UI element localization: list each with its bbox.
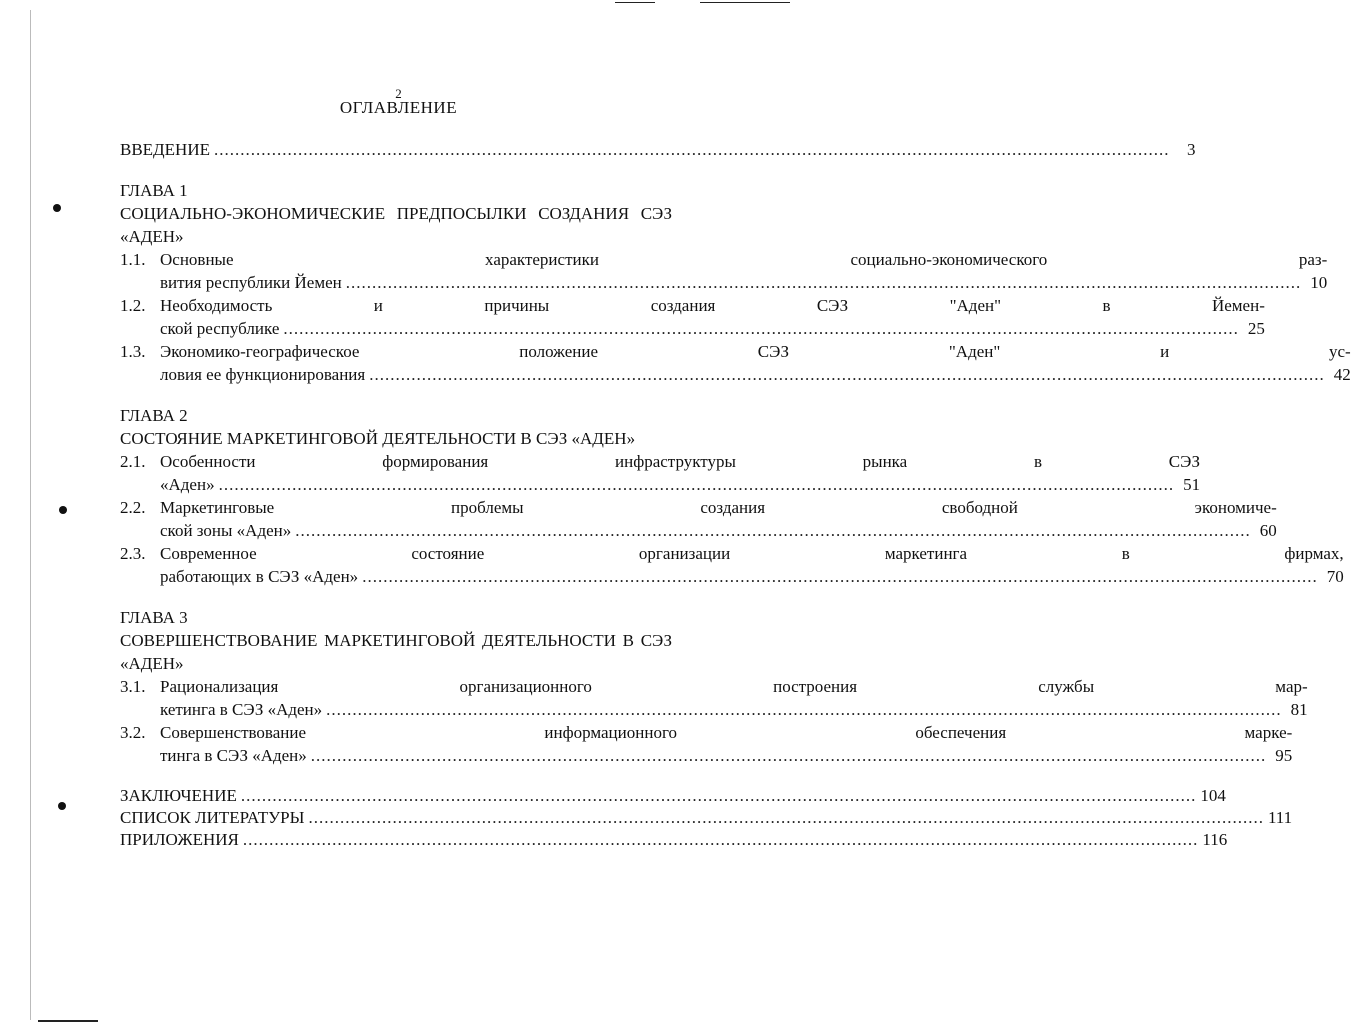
toc-item-number: 3.2. — [120, 723, 146, 742]
toc-item-line1: Современное состояние организации маркетинга в фирмах, — [160, 544, 1344, 563]
dot-leader — [346, 271, 1302, 294]
toc-item-number: 3.1. — [120, 677, 146, 696]
toc-item-line2: ской республике — [160, 319, 280, 338]
toc-back-matter-label: СПИСОК ЛИТЕРАТУРЫ — [120, 808, 305, 827]
toc-back-matter-page: 111 — [1267, 808, 1293, 827]
toc-item-line1: Необходимость и причины создания СЭЗ "Аден" в Йемен- — [160, 296, 1265, 315]
chapters-list — [120, 179, 1351, 767]
toc-item-body — [160, 340, 1351, 386]
toc-item-line2: вития республики Йемен — [160, 273, 342, 292]
toc-item-line2: ской зоны «Аден» — [160, 521, 292, 540]
toc-item-body — [160, 450, 1200, 496]
scan-edge-top-right-1 — [615, 2, 655, 3]
toc-item-page: 51 — [1183, 475, 1201, 494]
toc-item-line1: Экономико-географическое положение СЭЗ "Аден" и ус- — [160, 342, 1351, 361]
punch-hole-mark-1 — [53, 204, 61, 212]
chapter-title: СОСТОЯНИЕ МАРКЕТИНГОВОЙ ДЕЯТЕЛЬНОСТИ В СЭЗ «АДЕН» — [120, 429, 636, 448]
back-matter-list — [120, 785, 1293, 851]
dot-leader — [311, 744, 1267, 767]
dot-leader — [308, 807, 1264, 829]
chapter-heading: ГЛАВА 1 — [120, 181, 188, 200]
toc-item-page: 25 — [1247, 319, 1265, 338]
toc-item-line2-row — [160, 519, 1277, 542]
toc-item — [120, 248, 1328, 294]
toc-item-page: 42 — [1333, 365, 1351, 384]
toc-item — [120, 496, 1277, 542]
toc-item-line2: ловия ее функционирования — [160, 365, 366, 384]
toc-back-matter-label: ЗАКЛЮЧЕНИЕ — [120, 786, 237, 805]
toc-item-number: 1.1. — [120, 250, 146, 269]
dot-leader — [283, 317, 1239, 340]
dot-leader — [362, 565, 1318, 588]
toc-item-number: 2.3. — [120, 544, 146, 563]
toc-item — [120, 340, 1351, 386]
toc-item-number: 1.2. — [120, 296, 146, 315]
toc-item-number: 2.2. — [120, 498, 146, 517]
dot-leader — [241, 785, 1197, 807]
toc-item-body — [160, 721, 1292, 767]
chapter-heading: ГЛАВА 2 — [120, 406, 188, 425]
toc-intro-label: ВВЕДЕНИЕ — [120, 140, 210, 159]
toc-item-body — [160, 248, 1327, 294]
toc-intro-page: 3 — [1186, 140, 1196, 159]
dot-leader — [214, 138, 1170, 161]
scan-edge-left — [30, 10, 31, 1020]
toc-item-page: 70 — [1326, 567, 1344, 586]
toc-item — [120, 542, 1344, 588]
toc-item-line2-row — [160, 317, 1265, 340]
toc-item-line2-row — [160, 698, 1308, 721]
dot-leader — [243, 829, 1199, 851]
toc-item — [120, 721, 1293, 767]
toc-back-matter-row — [120, 807, 1293, 829]
toc-item-body — [160, 675, 1308, 721]
toc-item-line2: «Аден» — [160, 475, 215, 494]
toc-item-line1: Особенности формирования инфраструктуры рынка в СЭЗ — [160, 452, 1201, 471]
toc-item-line2: кетинга в СЭЗ «Аден» — [160, 700, 323, 719]
dot-leader — [295, 519, 1251, 542]
toc-item-number: 1.3. — [120, 342, 146, 361]
toc-intro — [120, 138, 1196, 161]
toc-item-line2: работающих в СЭЗ «Аден» — [160, 567, 359, 586]
toc-item — [120, 450, 1201, 496]
toc-back-matter-row — [120, 785, 1226, 807]
toc-item-line2-row — [160, 744, 1292, 767]
dot-leader — [326, 698, 1282, 721]
page-title: ОГЛАВЛЕНИЕ — [339, 98, 458, 117]
toc-item-line2: тинга в СЭЗ «Аден» — [160, 746, 307, 765]
toc-item-page: 95 — [1275, 746, 1293, 765]
page-number: 2 — [395, 86, 402, 101]
toc-back-matter-page: 116 — [1202, 830, 1228, 849]
toc-back-matter-row — [120, 829, 1228, 851]
chapter-title: СОВЕРШЕНСТВОВАНИЕ МАРКЕТИНГОВОЙ ДЕЯТЕЛЬНОСТИ В СЭЗ «АДЕН» — [120, 631, 672, 673]
dot-leader — [219, 473, 1175, 496]
table-of-contents — [120, 138, 1351, 851]
toc-item-line2-row — [160, 271, 1327, 294]
chapter-heading: ГЛАВА 3 — [120, 608, 188, 627]
scan-edge-bottom-left — [38, 1020, 98, 1022]
toc-back-matter-page: 104 — [1200, 786, 1226, 805]
chapter-title: СОЦИАЛЬНО-ЭКОНОМИЧЕСКИЕ ПРЕДПОСЫЛКИ СОЗДАНИЯ СЭЗ «АДЕН» — [120, 204, 672, 246]
toc-item-page: 10 — [1310, 273, 1328, 292]
toc-item-line2-row — [160, 565, 1344, 588]
toc-item-line2-row — [160, 473, 1200, 496]
toc-item-number: 2.1. — [120, 452, 146, 471]
punch-hole-mark-3 — [58, 802, 66, 810]
toc-item-page: 81 — [1290, 700, 1308, 719]
toc-item-line1: Совершенствование информационного обеспечения марке- — [160, 723, 1293, 742]
punch-hole-mark-2 — [59, 506, 67, 514]
dot-leader — [369, 363, 1325, 386]
toc-item-body — [160, 496, 1277, 542]
toc-item-line1: Маркетинговые проблемы создания свободной экономиче- — [160, 498, 1277, 517]
toc-item — [120, 675, 1308, 721]
toc-item-line1: Рационализация организационного построения службы мар- — [160, 677, 1308, 696]
toc-back-matter-label: ПРИЛОЖЕНИЯ — [120, 830, 239, 849]
toc-item-page: 60 — [1259, 521, 1277, 540]
toc-item — [120, 294, 1265, 340]
toc-item-line1: Основные характеристики социально-экономического раз- — [160, 250, 1328, 269]
toc-item-body — [160, 542, 1344, 588]
toc-item-body — [160, 294, 1265, 340]
toc-item-line2-row — [160, 363, 1351, 386]
scan-edge-top-right-2 — [700, 2, 790, 3]
